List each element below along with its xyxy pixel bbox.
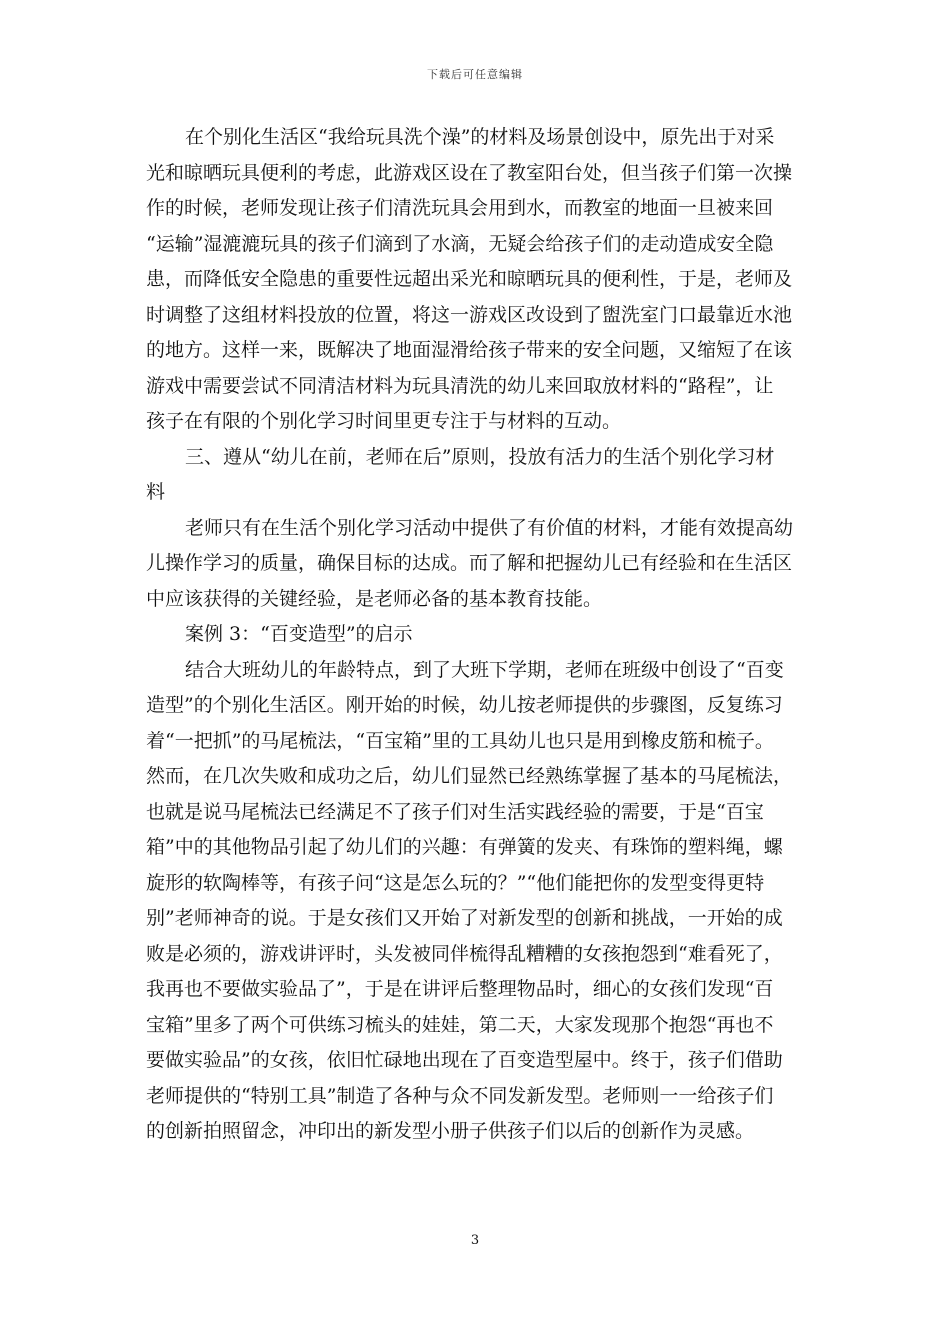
text-line: 也就是说马尾梳法已经满足不了孩子们对生活实践经验的需要，于是“百宝	[146, 800, 764, 823]
text-line: 的创新拍照留念，冲印出的新发型小册子供孩子们以后的创新作为灵感。	[146, 1120, 755, 1142]
text-line: 我再也不要做实验品了”，于是在讲评后整理物品时，细心的女孩们发现“百	[146, 978, 774, 1000]
text-line: 中应该获得的关键经验，是老师必备的基本教育技能。	[146, 587, 603, 610]
text-line: 老师提供的“特别工具”制造了各种与众不同发新发型。老师则一一给孩子们	[146, 1084, 774, 1107]
text-line: 儿操作学习的质量，确保目标的达成。而了解和把握幼儿已有经验和在生活区	[146, 552, 793, 574]
text-line: 然而，在几次失败和成功之后，幼儿们显然已经熟练掌握了基本的马尾梳法，	[146, 765, 793, 787]
text-line: 要做实验品”的女孩，依旧忙碌地出现在了百变造型屋中。终于，孩子们借助	[146, 1049, 783, 1071]
text-line: 在个别化生活区“我给玩具洗个澡”的材料及场景创设中，原先出于对采	[185, 126, 775, 148]
page-header: 下载后可任意编辑	[427, 68, 523, 81]
text-line: 光和晾晒玩具便利的考虑，此游戏区设在了教室阳台处，但当孩子们第一次操	[146, 161, 793, 184]
text-line: 老师只有在生活个别化学习活动中提供了有价值的材料，才能有效提高幼	[185, 516, 794, 539]
text-line: 孩子在有限的个别化学习时间里更专注于与材料的互动。	[146, 410, 622, 432]
text-line: 时调整了这组材料投放的位置，将这一游戏区改设到了盥洗室门口最靠近水池	[146, 303, 793, 326]
text-line: “运输”湿漉漉玩具的孩子们滴到了水滴，无疑会给孩子们的走动造成安全隐	[146, 232, 774, 255]
text-line: 着“一把抓”的马尾梳法，“百宝箱”里的工具幼儿也只是用到橡皮筋和梳子。	[146, 729, 774, 752]
case-title: 案例 3：“百变造型”的启示	[185, 623, 413, 645]
text-line: 造型”的个别化生活区。刚开始的时候，幼儿按老师提供的步骤图，反复练习	[146, 694, 783, 716]
text-line: 的地方。这样一来，既解决了地面湿滑给孩子带来的安全问题，又缩短了在该	[146, 339, 793, 361]
text-line: 宝箱”里多了两个可供练习梳头的娃娃，第二天，大家发现那个抱怨“再也不	[146, 1013, 774, 1036]
text-line: 作的时候，老师发现让孩子们清洗玩具会用到水，而教室的地面一旦被来回	[146, 197, 774, 219]
text-line: 旋形的软陶棒等，有孩子问“这是怎么玩的？”“他们能把你的发型变得更特	[146, 871, 765, 894]
text-line: 患，而降低安全隐患的重要性远超出采光和晾晒玩具的便利性，于是，老师及	[146, 268, 793, 290]
section-heading: 三、遵从“幼儿在前，老师在后”原则，投放有活力的生活个别化学习材	[185, 445, 775, 468]
text-line: 游戏中需要尝试不同清洁材料为玩具清洗的幼儿来回取放材料的“路程”，让	[146, 374, 774, 397]
text-line: 结合大班幼儿的年龄特点，到了大班下学期，老师在班级中创设了“百变	[185, 658, 784, 681]
text-line: 别”老师神奇的说。于是女孩们又开始了对新发型的创新和挑战，一开始的成	[146, 907, 783, 929]
document-body	[146, 120, 810, 1150]
section-heading-continued: 料	[146, 481, 166, 503]
text-line: 箱”中的其他物品引起了幼儿们的兴趣：有弹簧的发夹、有珠饰的塑料绳，螺	[146, 836, 783, 858]
page-number: 3	[470, 1233, 480, 1248]
text-line: 败是必须的，游戏讲评时，头发被同伴梳得乱糟糟的女孩抱怨到“难看死了，	[146, 942, 783, 965]
